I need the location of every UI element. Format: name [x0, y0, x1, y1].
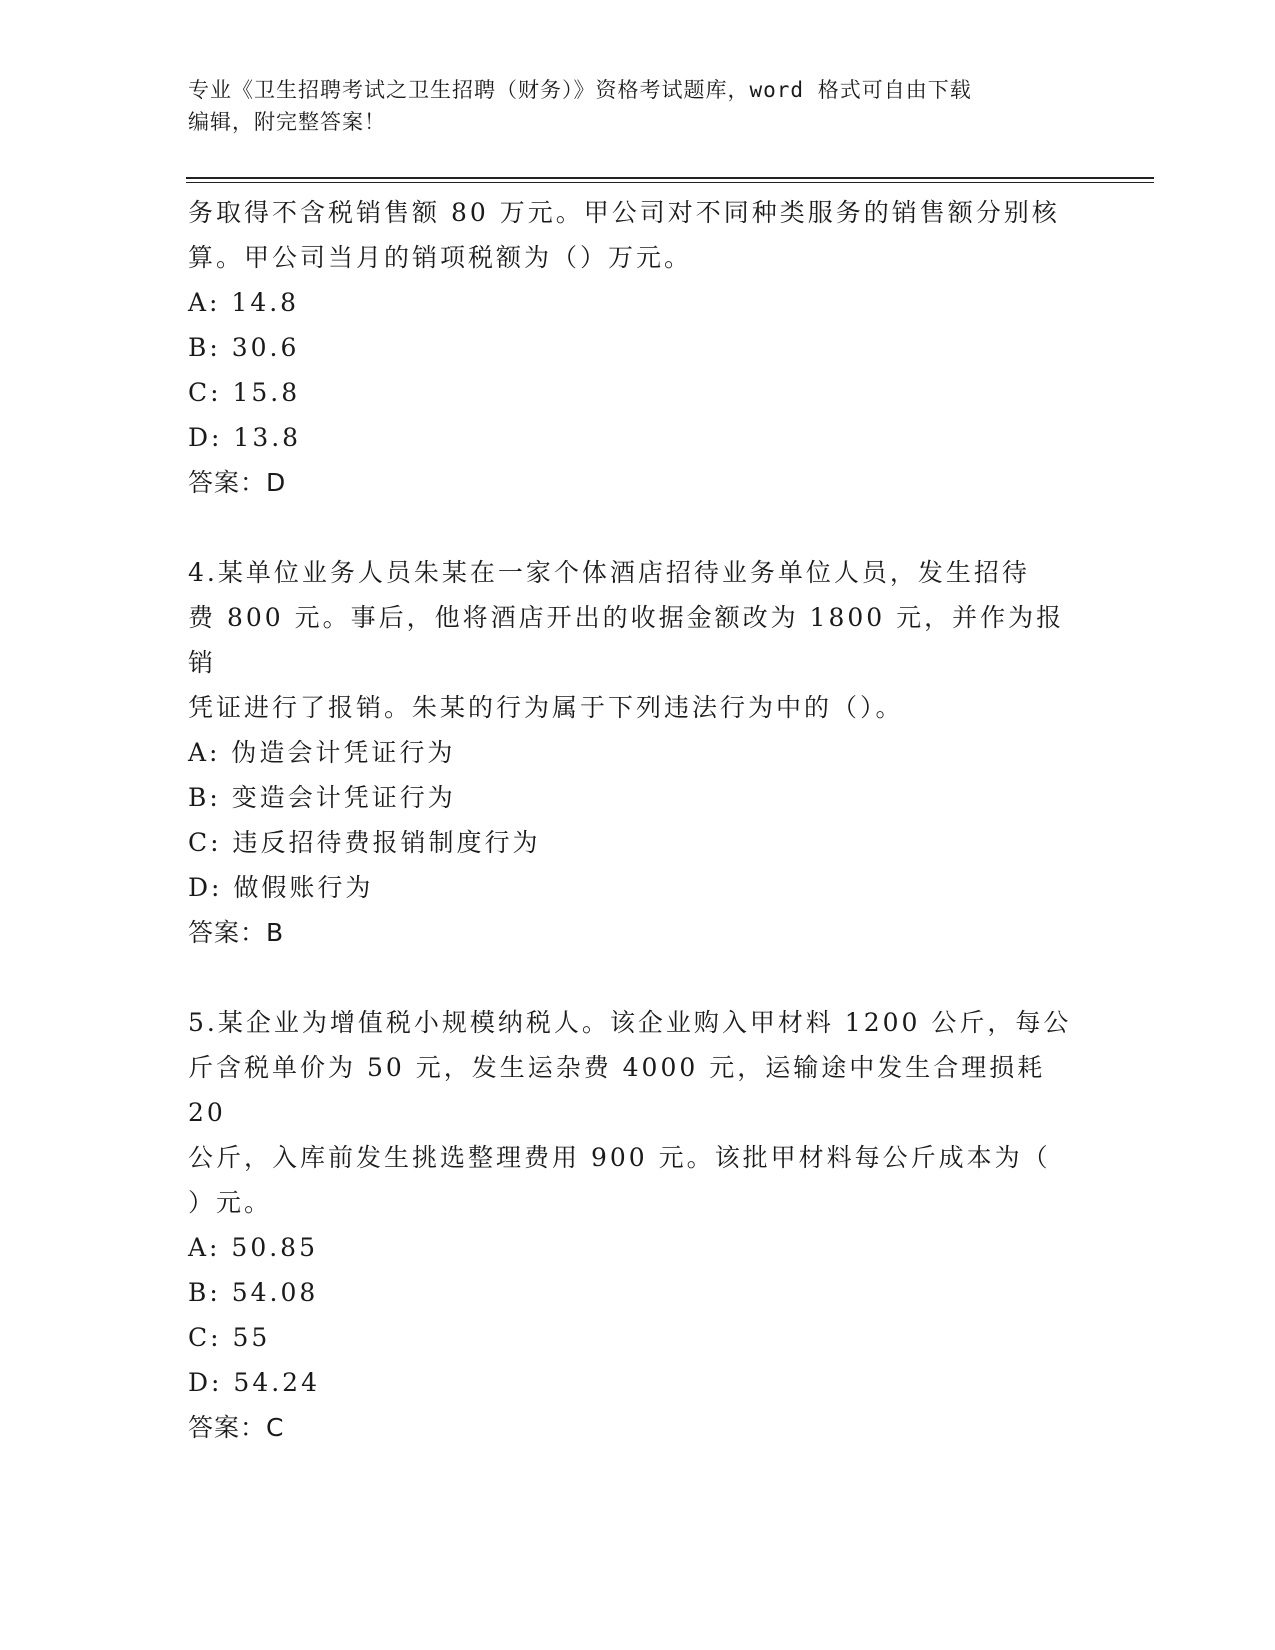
question-spacer	[188, 505, 1088, 550]
option-a: A: 伪造会计凭证行为	[188, 738, 456, 767]
header-line-2: 编辑，附完整答案！	[188, 110, 386, 134]
question-stem-line: 斤含税单价为 50 元，发生运杂费 4000 元，运输途中发生合理损耗 20	[188, 1053, 1046, 1127]
option-d: D: 13.8	[188, 423, 302, 452]
option-d: D: 做假账行为	[188, 873, 374, 902]
question-3	[188, 190, 1088, 505]
option-c: C: 15.8	[188, 378, 301, 407]
question-stem-line: 凭证进行了报销。朱某的行为属于下列违法行为中的（）。	[188, 693, 904, 722]
answer-line: 答案：B	[188, 918, 285, 947]
question-stem-line: 5.某企业为增值税小规模纳税人。该企业购入甲材料 1200 公斤，每公	[188, 1008, 1072, 1037]
document-header	[188, 74, 1068, 138]
answer-line: 答案：C	[188, 1413, 285, 1442]
question-stem-line: 费 800 元。事后，他将酒店开出的收据金额改为 1800 元，并作为报销	[188, 603, 1065, 677]
option-a: A: 50.85	[188, 1233, 318, 1262]
document-body	[188, 190, 1088, 1450]
option-b: B: 54.08	[188, 1278, 319, 1307]
option-c: C: 55	[188, 1323, 271, 1352]
header-rule-thick	[186, 177, 1154, 179]
question-stem-line: 公斤，入库前发生挑选整理费用 900 元。该批甲材料每公斤成本为（	[188, 1143, 1051, 1172]
option-d: D: 54.24	[188, 1368, 320, 1397]
header-line-1: 专业《卫生招聘考试之卫生招聘（财务）》资格考试题库，word 格式可自由下载	[188, 78, 972, 102]
question-5	[188, 1000, 1088, 1450]
question-spacer	[188, 955, 1088, 1000]
option-b: B: 变造会计凭证行为	[188, 783, 456, 812]
header-rule-thin	[186, 182, 1154, 183]
question-stem-line: ）元。	[188, 1188, 273, 1217]
question-stem-line: 算。甲公司当月的销项税额为（）万元。	[188, 243, 693, 272]
question-stem-line: 4.某单位业务人员朱某在一家个体酒店招待业务单位人员，发生招待	[188, 558, 1030, 587]
answer-line: 答案：D	[188, 468, 287, 497]
question-4	[188, 550, 1088, 955]
question-stem-line: 务取得不含税销售额 80 万元。甲公司对不同种类服务的销售额分别核	[188, 198, 1060, 227]
option-a: A: 14.8	[188, 288, 300, 317]
option-c: C: 违反招待费报销制度行为	[188, 828, 541, 857]
option-b: B: 30.6	[188, 333, 300, 362]
